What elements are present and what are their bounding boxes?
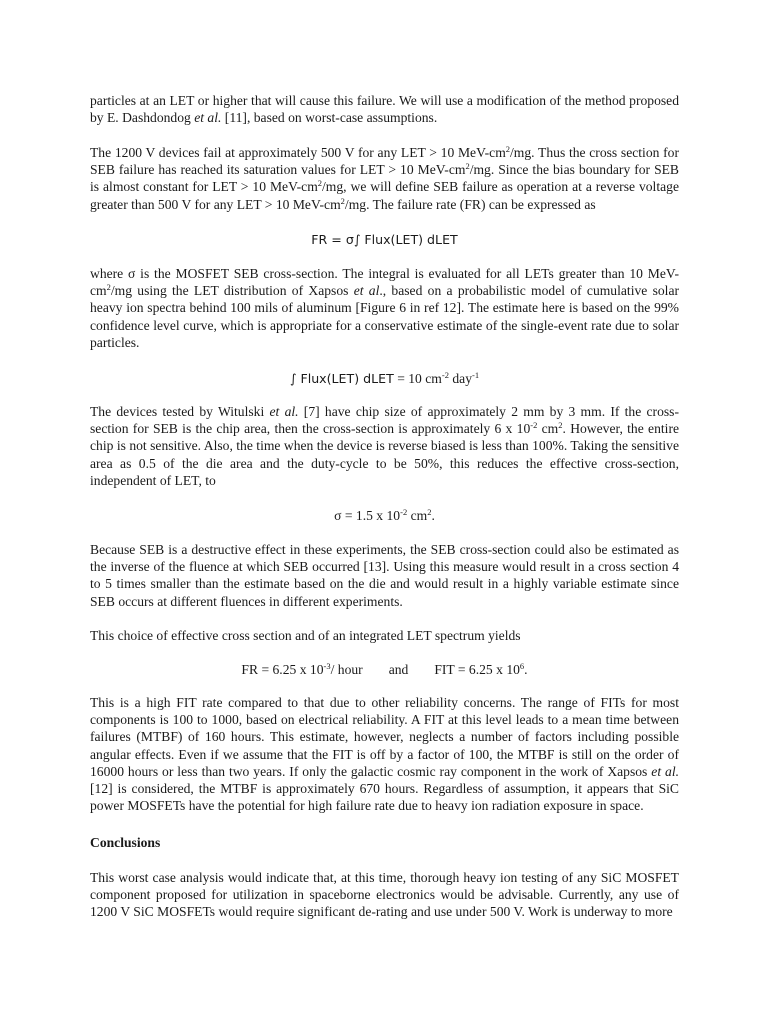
paragraph-seb-destructive: [90, 541, 679, 610]
text-run: where σ is the MOSFET SEB cross-section. The integral is evaluated for all LETs greater than 10 MeV-cm: [90, 266, 679, 299]
text-run: σ = 1.5 x 10: [334, 508, 401, 523]
text-run: /mg using the LET distribution of Xapsos: [110, 283, 354, 299]
text-run: Because SEB is a destructive effect in these experiments, the SEB cross-section could also be estimated as the inverse of the fluence at which SEB occurred [13]. Using this measure would result in a cross section 4 to 5 times smaller than the estimate based on the die and would result in a highly variable estimate since SEB occurs at different fluences in different experiments.: [90, 542, 679, 609]
et-al-italic: et al.: [651, 763, 679, 779]
paragraph-method: [90, 92, 679, 126]
text-run: ., based on a probabilistic model of cumulative solar heavy ion spectra behind 100 mils of aluminum [Figure 6 in ref 12]. The estimate here is based on the 99% confidence level curve, which is appropriate for a conservative estimate of the single-event rate due to solar particles.: [90, 283, 679, 350]
text-run: /mg. The failure rate (FR) can be expressed as: [344, 196, 596, 212]
paragraph-integral-description: [90, 265, 679, 351]
superscript: -2: [400, 507, 408, 517]
paragraph-fit-rate: [90, 694, 679, 814]
et-al-italic: et al: [353, 283, 380, 299]
text-run: [11], based on worst-case assumptions.: [221, 110, 438, 126]
superscript: -2: [530, 420, 538, 431]
superscript: -3: [323, 661, 331, 671]
superscript: 2: [427, 507, 432, 517]
et-al-italic: et al.: [194, 110, 222, 126]
superscript: 2: [340, 195, 345, 206]
text-run: The 1200 V devices fail at approximately 500 V for any LET > 10 MeV-cm: [90, 145, 506, 160]
text-run: This worst case analysis would indicate that, at this time, thorough heavy ion testing of any SiC MOSFET component proposed for utilization in spaceborne electronics would be advisable. Currently, any use of 1200 V SiC MOSFETs would require significant de-rating and use under 500 V. Work is underway to more: [90, 870, 679, 920]
paragraph-choice: [90, 627, 679, 644]
superscript: 2: [465, 161, 470, 172]
equation-lhs: ∫ Flux(LET) dLET: [289, 371, 394, 386]
text-run: / hour: [330, 662, 363, 677]
text-run: day: [448, 371, 472, 386]
text-run: .: [431, 508, 435, 523]
equation-fr-fit: [90, 661, 679, 678]
equation-cross-section: [90, 507, 679, 524]
text-run: /mg. Thus the cross section for SEB failure has reached its saturation values for LET > 10 MeV-cm: [90, 145, 679, 178]
superscript: 2: [106, 282, 111, 293]
text-run: . However, the entire chip is not sensitive. Also, the time when the device is reverse biased is less than 100%. Taking the sensitive area as 0.5 of the die area and the duty-cycle to be 50%, this reduces the effective cross-section, independent of LET, to: [90, 421, 680, 488]
superscript: 2: [505, 144, 511, 154]
equation-integrated-flux: [90, 370, 679, 387]
paragraph-failure-threshold: [90, 144, 679, 213]
paragraph-conclusions: [90, 869, 679, 921]
superscript: 2: [558, 420, 563, 431]
section-heading-conclusions: Conclusions: [90, 835, 161, 850]
text-run: cm: [407, 508, 428, 523]
text-run: /mg. Since the bias boundary for SEB is almost constant for LET > 10 MeV-cm: [90, 162, 679, 195]
text-run: and: [388, 662, 409, 677]
text-run: particles at an LET or higher that will cause this failure. We will use a modification of the method proposed by E. Dashdondog: [90, 93, 679, 126]
text-run: FR = 6.25 x 10: [241, 662, 324, 677]
text-run: [12] is considered, the MTBF is approximately 670 hours. Regardless of assumption, it appears that SiC power MOSFETs have the potential for high failure rate due to heavy ion radiation exposure in space.: [90, 781, 679, 814]
text-run: The devices tested by Witulski: [90, 404, 270, 419]
text-run: /mg, we will define SEB failure as operation at a reverse voltage greater than 500 V for any LET > 10 MeV-cm: [90, 179, 679, 212]
equation-text: FR = σ∫ Flux(LET) dLET: [311, 232, 458, 247]
text-run: .: [524, 662, 528, 677]
text-run: This choice of effective cross section and of an integrated LET spectrum yields: [90, 628, 521, 643]
text-run: = 10 cm: [393, 371, 442, 386]
text-run: cm: [537, 421, 559, 437]
superscript: -1: [472, 370, 480, 380]
equation-failure-rate: [90, 231, 679, 248]
superscript: -2: [441, 370, 449, 380]
superscript: 2: [317, 178, 323, 189]
et-al-italic: et al.: [269, 404, 299, 419]
paragraph-chip-size: [90, 403, 679, 489]
text-run: FIT = 6.25 x 10: [434, 662, 520, 677]
text-run: [7] have chip size of approximately 2 mm by 3 mm. If the cross-section for SEB is the chip area, then the cross-section is approximately 6 x 10: [90, 404, 679, 437]
text-run: This is a high FIT rate compared to that due to other reliability concerns. The range of FITs for most components is 100 to 1000, based on electrical reliability. A FIT at this level leads to a mean time between failures (MTBF) of 160 hours. This estimate, however, neglects a number of factors including possible angular effects. Even if we assume that the FIT is off by a factor of 100, the MTBF is still on the order of 16000 hours or less than two years. If only the galactic cosmic ray component in the work of Xapsos: [90, 695, 679, 779]
superscript: 6: [519, 661, 525, 671]
